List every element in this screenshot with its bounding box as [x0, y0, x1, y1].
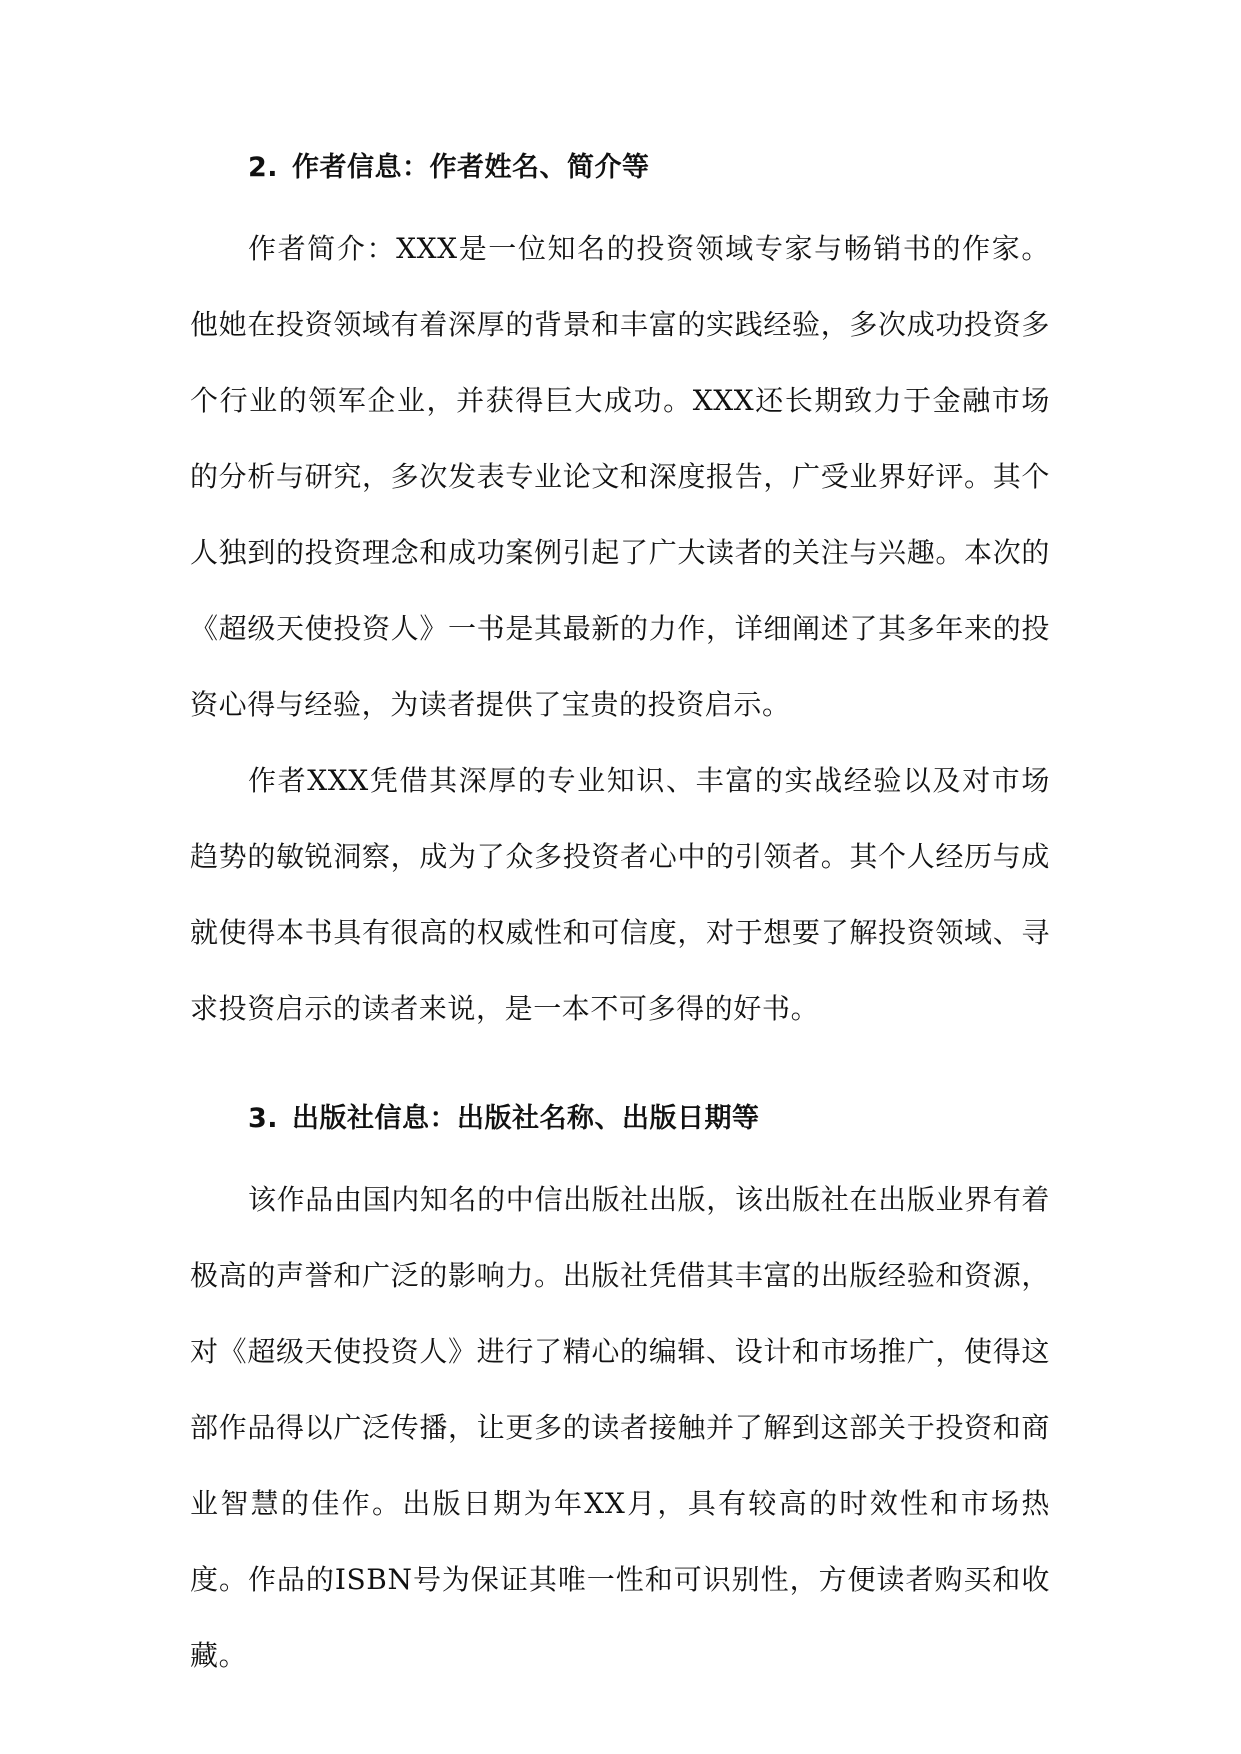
- section-heading-publisher: [248, 1099, 1050, 1139]
- section-body-author: [190, 211, 1050, 1047]
- section-number: 3.: [248, 1103, 279, 1134]
- paragraph-publisher-info: 该作品由国内知名的中信出版社出版，该出版社在出版业界有着极高的声誉和广泛的影响力。出版社凭借其丰富的出版经验和资源，对《超级天使投资人》进行了精心的编辑、设计和市场推广，使得这部作品得以广泛传播，让更多的读者接触并了解到这部关于投资和商业智慧的佳作。出版日期为年XX月，具有较高的时效性和市场热度。作品的ISBN号为保证其唯一性和可识别性，方便读者购买和收藏。: [190, 1183, 1050, 1672]
- section-title: 作者信息：作者姓名、简介等: [292, 152, 650, 183]
- section-title: 出版社信息：出版社名称、出版日期等: [292, 1103, 760, 1134]
- paragraph-author-summary: 作者XXX凭借其深厚的专业知识、丰富的实战经验以及对市场趋势的敏锐洞察，成为了众多投资者心中的引领者。其个人经历与成就使得本书具有很高的权威性和可信度，对于想要了解投资领域、寻求投资启示的读者来说，是一本不可多得的好书。: [190, 764, 1050, 1025]
- paragraph-author-intro: 作者简介：XXX是一位知名的投资领域专家与畅销书的作家。他她在投资领域有着深厚的背景和丰富的实践经验，多次成功投资多个行业的领军企业，并获得巨大成功。XXX还长期致力于金融市场的分析与研究，多次发表专业论文和深度报告，广受业界好评。其个人独到的投资理念和成功案例引起了广大读者的关注与兴趣。本次的《超级天使投资人》一书是其最新的力作，详细阐述了其多年来的投资心得与经验，为读者提供了宝贵的投资启示。: [190, 232, 1050, 721]
- section-number: 2.: [248, 152, 279, 183]
- section-heading-author: [248, 148, 1050, 188]
- document-content: [190, 148, 1050, 1694]
- section-body-publisher: [190, 1162, 1050, 1694]
